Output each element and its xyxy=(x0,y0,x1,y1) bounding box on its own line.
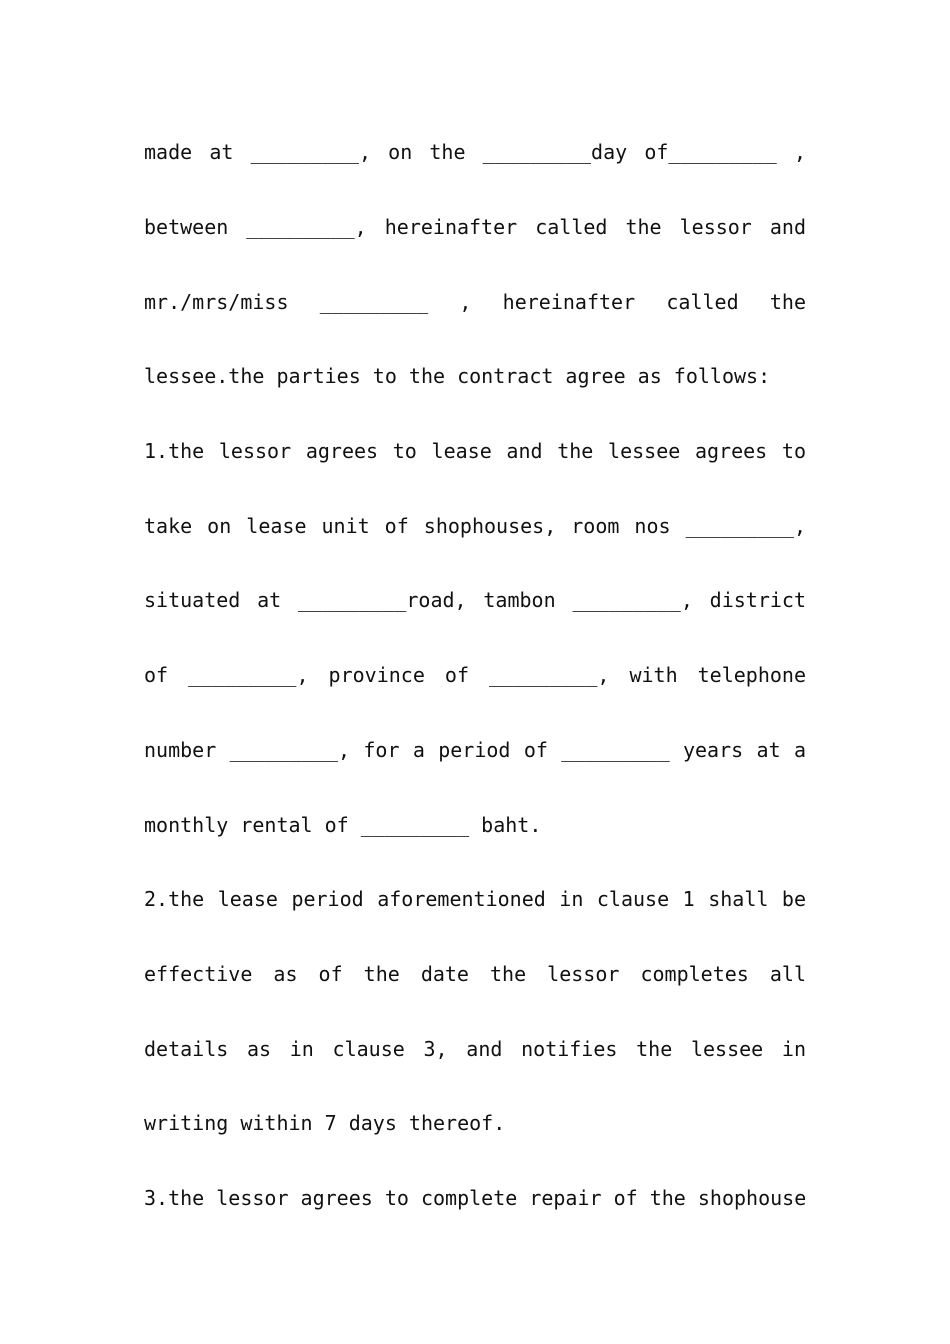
text-line-effective-date: effective as of the date the lessor completes all xyxy=(144,962,806,986)
text-line-clause-2-start: 2.the lease period aforementioned in clause 1 shall be xyxy=(144,887,806,911)
text-line-period: number _________, for a period of _________ years at a xyxy=(144,738,806,762)
text-line-clause-1-start: 1.the lessor agrees to lease and the lessee agrees to xyxy=(144,439,806,463)
text-line-situated-at: situated at _________road, tambon _________, district xyxy=(144,588,806,612)
text-line-parties-agree: lessee.the parties to the contract agree as follows: xyxy=(144,364,771,388)
text-line-clause-3-start: 3.the lessor agrees to complete repair of the shophouse xyxy=(144,1186,806,1210)
text-line-clause-3-ref: details as in clause 3, and notifies the lessee in xyxy=(144,1037,806,1061)
text-line-lessee-name: mr./mrs/miss _________ , hereinafter called the xyxy=(144,290,806,314)
text-line-monthly-rental: monthly rental of _________ baht. xyxy=(144,813,542,837)
text-line-writing-7-days: writing within 7 days thereof. xyxy=(144,1111,506,1135)
text-line-province: of _________, province of _________, with telephone xyxy=(144,663,806,687)
text-line-made-at: made at _________, on the _________day of_________ , xyxy=(144,140,806,164)
text-line-between: between _________, hereinafter called the lessor and xyxy=(144,215,806,239)
text-line-room-nos: take on lease unit of shophouses, room nos _________, xyxy=(144,514,806,538)
